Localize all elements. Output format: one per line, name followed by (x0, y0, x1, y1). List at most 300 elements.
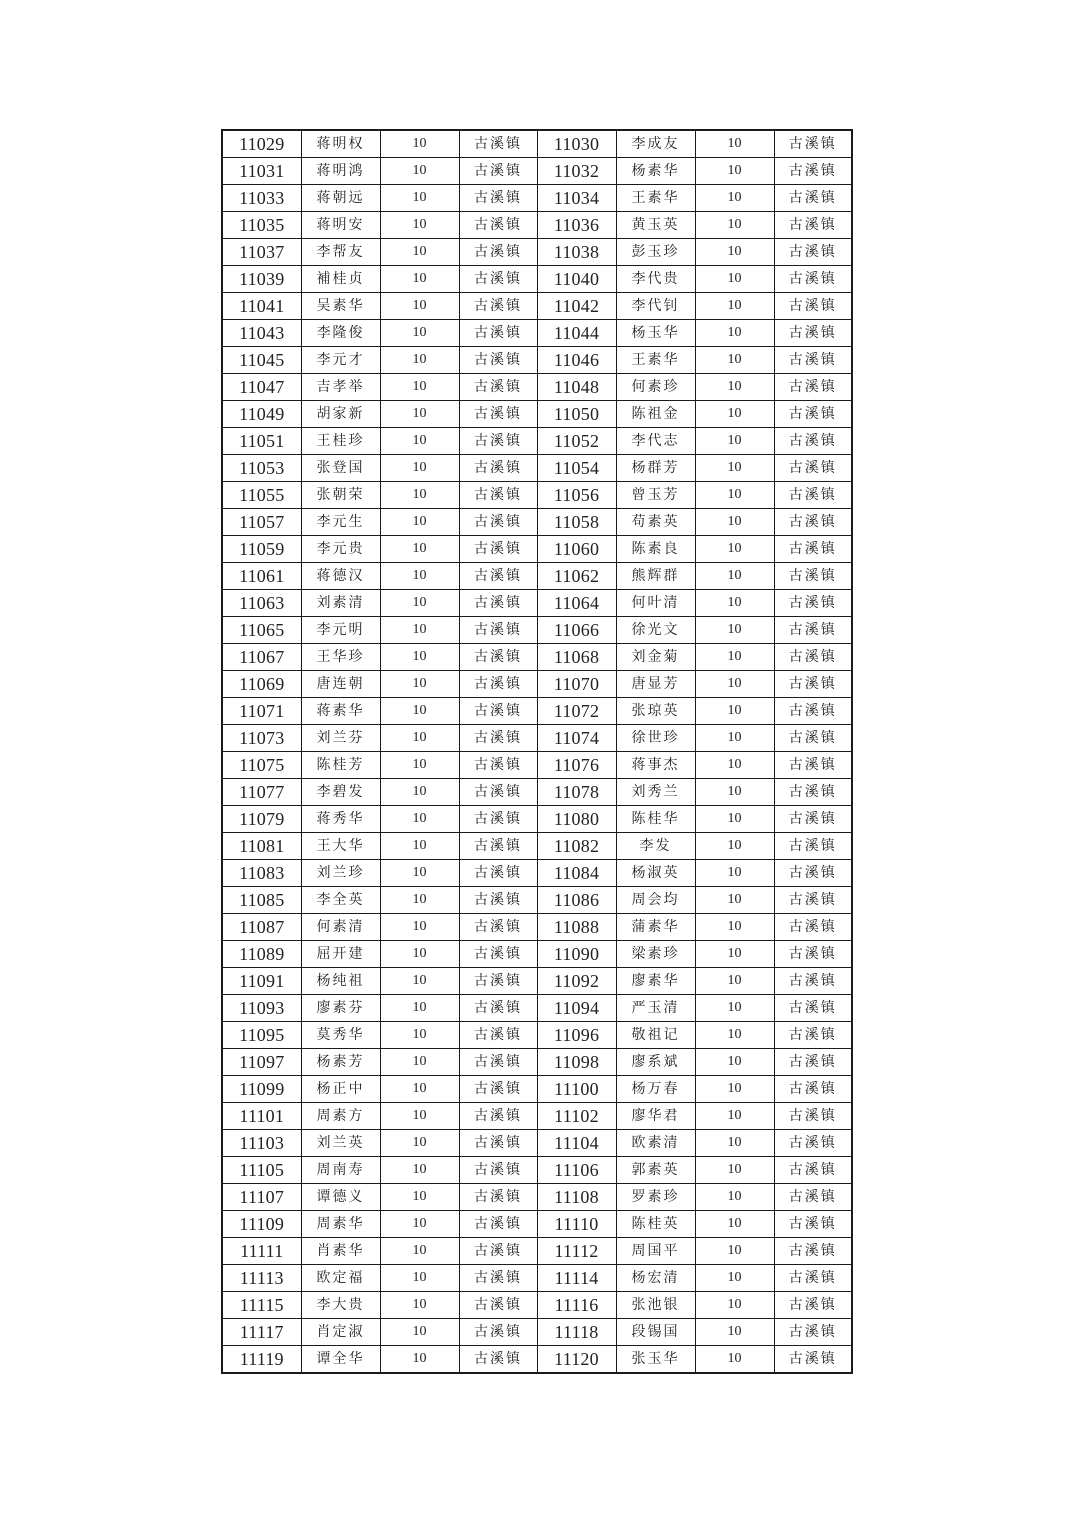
amount-left: 10 (380, 1022, 459, 1049)
town-right: 古溪镇 (774, 401, 852, 428)
person-name-left: 蒋明权 (301, 130, 380, 158)
record-number-left: 11069 (222, 671, 301, 698)
table-row (222, 1103, 852, 1130)
town-right: 古溪镇 (774, 1022, 852, 1049)
record-number-right: 11058 (537, 509, 616, 536)
person-name-right: 杨淑英 (616, 860, 695, 887)
amount-right: 10 (695, 293, 774, 320)
record-number-right: 11066 (537, 617, 616, 644)
amount-right: 10 (695, 644, 774, 671)
record-number-left: 11099 (222, 1076, 301, 1103)
person-name-right: 何叶清 (616, 590, 695, 617)
amount-right: 10 (695, 320, 774, 347)
town-left: 古溪镇 (459, 617, 537, 644)
person-name-right: 周会均 (616, 887, 695, 914)
amount-left: 10 (380, 130, 459, 158)
town-right: 古溪镇 (774, 1211, 852, 1238)
town-right: 古溪镇 (774, 779, 852, 806)
amount-right: 10 (695, 1157, 774, 1184)
amount-left: 10 (380, 212, 459, 239)
person-name-right: 敬祖记 (616, 1022, 695, 1049)
town-right: 古溪镇 (774, 1130, 852, 1157)
record-number-right: 11080 (537, 806, 616, 833)
person-name-left: 刘兰珍 (301, 860, 380, 887)
person-name-right: 严玉清 (616, 995, 695, 1022)
person-name-left: 李帮友 (301, 239, 380, 266)
amount-left: 10 (380, 158, 459, 185)
amount-left: 10 (380, 455, 459, 482)
person-name-left: 杨正中 (301, 1076, 380, 1103)
town-left: 古溪镇 (459, 1022, 537, 1049)
person-name-right: 蒲素华 (616, 914, 695, 941)
person-name-left: 王华珍 (301, 644, 380, 671)
amount-left: 10 (380, 1238, 459, 1265)
record-number-right: 11104 (537, 1130, 616, 1157)
person-name-left: 莫秀华 (301, 1022, 380, 1049)
amount-left: 10 (380, 860, 459, 887)
amount-right: 10 (695, 428, 774, 455)
person-name-left: 肖定淑 (301, 1319, 380, 1346)
record-number-left: 11105 (222, 1157, 301, 1184)
roster-table (221, 129, 853, 1374)
record-number-left: 11117 (222, 1319, 301, 1346)
town-right: 古溪镇 (774, 644, 852, 671)
amount-left: 10 (380, 644, 459, 671)
table-row (222, 563, 852, 590)
town-left: 古溪镇 (459, 428, 537, 455)
person-name-left: 何素清 (301, 914, 380, 941)
record-number-left: 11043 (222, 320, 301, 347)
record-number-right: 11060 (537, 536, 616, 563)
table-row (222, 1346, 852, 1374)
table-row (222, 914, 852, 941)
record-number-left: 11081 (222, 833, 301, 860)
town-left: 古溪镇 (459, 914, 537, 941)
person-name-right: 曾玉芳 (616, 482, 695, 509)
record-number-left: 11103 (222, 1130, 301, 1157)
amount-right: 10 (695, 374, 774, 401)
record-number-right: 11102 (537, 1103, 616, 1130)
table-row (222, 860, 852, 887)
town-right: 古溪镇 (774, 995, 852, 1022)
amount-right: 10 (695, 833, 774, 860)
table-row (222, 185, 852, 212)
person-name-left: 李元贵 (301, 536, 380, 563)
person-name-left: 刘素清 (301, 590, 380, 617)
amount-left: 10 (380, 320, 459, 347)
amount-right: 10 (695, 779, 774, 806)
town-left: 古溪镇 (459, 239, 537, 266)
record-number-left: 11097 (222, 1049, 301, 1076)
town-left: 古溪镇 (459, 860, 537, 887)
town-right: 古溪镇 (774, 1103, 852, 1130)
table-row (222, 536, 852, 563)
record-number-left: 11111 (222, 1238, 301, 1265)
person-name-right: 周国平 (616, 1238, 695, 1265)
town-left: 古溪镇 (459, 1076, 537, 1103)
person-name-left: 胡家新 (301, 401, 380, 428)
amount-right: 10 (695, 1184, 774, 1211)
record-number-right: 11046 (537, 347, 616, 374)
record-number-right: 11062 (537, 563, 616, 590)
amount-right: 10 (695, 1103, 774, 1130)
person-name-left: 蒋明安 (301, 212, 380, 239)
amount-right: 10 (695, 995, 774, 1022)
town-left: 古溪镇 (459, 1238, 537, 1265)
town-left: 古溪镇 (459, 941, 537, 968)
amount-left: 10 (380, 1184, 459, 1211)
amount-left: 10 (380, 185, 459, 212)
town-right: 古溪镇 (774, 968, 852, 995)
town-right: 古溪镇 (774, 130, 852, 158)
town-left: 古溪镇 (459, 455, 537, 482)
person-name-right: 何素珍 (616, 374, 695, 401)
town-right: 古溪镇 (774, 806, 852, 833)
record-number-right: 11086 (537, 887, 616, 914)
person-name-right: 张玉华 (616, 1346, 695, 1374)
person-name-left: 唐连朝 (301, 671, 380, 698)
record-number-right: 11036 (537, 212, 616, 239)
record-number-right: 11090 (537, 941, 616, 968)
amount-left: 10 (380, 374, 459, 401)
amount-right: 10 (695, 914, 774, 941)
record-number-left: 11079 (222, 806, 301, 833)
amount-left: 10 (380, 914, 459, 941)
person-name-left: 蒋素华 (301, 698, 380, 725)
record-number-left: 11035 (222, 212, 301, 239)
town-left: 古溪镇 (459, 185, 537, 212)
table-row (222, 1319, 852, 1346)
table-row (222, 752, 852, 779)
record-number-right: 11056 (537, 482, 616, 509)
person-name-left: 王桂珍 (301, 428, 380, 455)
record-number-right: 11088 (537, 914, 616, 941)
town-left: 古溪镇 (459, 536, 537, 563)
record-number-right: 11118 (537, 1319, 616, 1346)
town-left: 古溪镇 (459, 752, 537, 779)
record-number-right: 11096 (537, 1022, 616, 1049)
table-row (222, 995, 852, 1022)
town-right: 古溪镇 (774, 563, 852, 590)
table-row (222, 617, 852, 644)
amount-left: 10 (380, 1319, 459, 1346)
town-left: 古溪镇 (459, 158, 537, 185)
table-row (222, 806, 852, 833)
town-right: 古溪镇 (774, 1184, 852, 1211)
amount-left: 10 (380, 428, 459, 455)
town-right: 古溪镇 (774, 671, 852, 698)
person-name-right: 杨万春 (616, 1076, 695, 1103)
person-name-right: 李代贵 (616, 266, 695, 293)
town-right: 古溪镇 (774, 887, 852, 914)
person-name-left: 谭德义 (301, 1184, 380, 1211)
person-name-left: 周素华 (301, 1211, 380, 1238)
amount-right: 10 (695, 1319, 774, 1346)
amount-left: 10 (380, 1103, 459, 1130)
amount-right: 10 (695, 887, 774, 914)
amount-left: 10 (380, 590, 459, 617)
town-left: 古溪镇 (459, 1346, 537, 1374)
table-row (222, 698, 852, 725)
person-name-left: 张朝荣 (301, 482, 380, 509)
table-row (222, 887, 852, 914)
record-number-right: 11120 (537, 1346, 616, 1374)
table-row (222, 671, 852, 698)
amount-left: 10 (380, 293, 459, 320)
record-number-left: 11093 (222, 995, 301, 1022)
amount-left: 10 (380, 995, 459, 1022)
record-number-left: 11113 (222, 1265, 301, 1292)
amount-right: 10 (695, 698, 774, 725)
person-name-right: 李发 (616, 833, 695, 860)
town-left: 古溪镇 (459, 590, 537, 617)
person-name-right: 刘金菊 (616, 644, 695, 671)
amount-right: 10 (695, 1238, 774, 1265)
amount-right: 10 (695, 752, 774, 779)
person-name-right: 李代志 (616, 428, 695, 455)
town-left: 古溪镇 (459, 725, 537, 752)
person-name-right: 杨群芳 (616, 455, 695, 482)
amount-left: 10 (380, 266, 459, 293)
amount-left: 10 (380, 1130, 459, 1157)
record-number-right: 11064 (537, 590, 616, 617)
town-right: 古溪镇 (774, 725, 852, 752)
amount-left: 10 (380, 536, 459, 563)
amount-left: 10 (380, 752, 459, 779)
table-row (222, 130, 852, 158)
record-number-right: 11092 (537, 968, 616, 995)
person-name-right: 陈祖金 (616, 401, 695, 428)
record-number-right: 11052 (537, 428, 616, 455)
table-row (222, 1130, 852, 1157)
person-name-right: 黄玉英 (616, 212, 695, 239)
person-name-left: 蒋德汉 (301, 563, 380, 590)
amount-left: 10 (380, 239, 459, 266)
amount-right: 10 (695, 941, 774, 968)
person-name-left: 杨纯祖 (301, 968, 380, 995)
person-name-left: 屈开建 (301, 941, 380, 968)
person-name-left: 吉孝举 (301, 374, 380, 401)
record-number-right: 11072 (537, 698, 616, 725)
person-name-right: 杨素华 (616, 158, 695, 185)
town-left: 古溪镇 (459, 509, 537, 536)
record-number-left: 11107 (222, 1184, 301, 1211)
record-number-left: 11039 (222, 266, 301, 293)
town-right: 古溪镇 (774, 698, 852, 725)
person-name-left: 张登国 (301, 455, 380, 482)
record-number-left: 11091 (222, 968, 301, 995)
person-name-left: 杨素芳 (301, 1049, 380, 1076)
amount-right: 10 (695, 347, 774, 374)
table-row (222, 1157, 852, 1184)
record-number-right: 11084 (537, 860, 616, 887)
record-number-left: 11119 (222, 1346, 301, 1374)
person-name-right: 廖华君 (616, 1103, 695, 1130)
person-name-left: 刘兰芬 (301, 725, 380, 752)
person-name-right: 蒋事杰 (616, 752, 695, 779)
town-left: 古溪镇 (459, 320, 537, 347)
record-number-left: 11075 (222, 752, 301, 779)
record-number-left: 11037 (222, 239, 301, 266)
amount-right: 10 (695, 482, 774, 509)
record-number-left: 11055 (222, 482, 301, 509)
person-name-right: 刘秀兰 (616, 779, 695, 806)
record-number-left: 11031 (222, 158, 301, 185)
amount-left: 10 (380, 887, 459, 914)
record-number-left: 11073 (222, 725, 301, 752)
person-name-right: 陈桂英 (616, 1211, 695, 1238)
person-name-left: 李元才 (301, 347, 380, 374)
town-right: 古溪镇 (774, 374, 852, 401)
person-name-right: 张池银 (616, 1292, 695, 1319)
amount-right: 10 (695, 1049, 774, 1076)
table-row (222, 1265, 852, 1292)
amount-right: 10 (695, 1022, 774, 1049)
amount-left: 10 (380, 401, 459, 428)
town-left: 古溪镇 (459, 698, 537, 725)
table-row (222, 320, 852, 347)
town-right: 古溪镇 (774, 752, 852, 779)
town-right: 古溪镇 (774, 455, 852, 482)
record-number-right: 11038 (537, 239, 616, 266)
person-name-left: 李元明 (301, 617, 380, 644)
table-row (222, 158, 852, 185)
amount-right: 10 (695, 725, 774, 752)
table-row (222, 725, 852, 752)
person-name-left: 周素方 (301, 1103, 380, 1130)
table-row (222, 968, 852, 995)
amount-right: 10 (695, 509, 774, 536)
amount-right: 10 (695, 185, 774, 212)
town-left: 古溪镇 (459, 968, 537, 995)
amount-left: 10 (380, 482, 459, 509)
town-right: 古溪镇 (774, 941, 852, 968)
person-name-left: 周南寿 (301, 1157, 380, 1184)
person-name-left: 補桂贞 (301, 266, 380, 293)
table-row (222, 482, 852, 509)
town-right: 古溪镇 (774, 914, 852, 941)
amount-right: 10 (695, 1130, 774, 1157)
record-number-right: 11106 (537, 1157, 616, 1184)
record-number-right: 11068 (537, 644, 616, 671)
record-number-right: 11034 (537, 185, 616, 212)
person-name-left: 谭全华 (301, 1346, 380, 1374)
amount-left: 10 (380, 1049, 459, 1076)
person-name-left: 刘兰英 (301, 1130, 380, 1157)
person-name-right: 罗素珍 (616, 1184, 695, 1211)
table-row (222, 428, 852, 455)
town-left: 古溪镇 (459, 374, 537, 401)
amount-right: 10 (695, 563, 774, 590)
amount-right: 10 (695, 1265, 774, 1292)
person-name-right: 段锡国 (616, 1319, 695, 1346)
amount-right: 10 (695, 806, 774, 833)
person-name-right: 欧素清 (616, 1130, 695, 1157)
record-number-left: 11061 (222, 563, 301, 590)
table-row (222, 509, 852, 536)
amount-left: 10 (380, 1292, 459, 1319)
person-name-left: 蒋秀华 (301, 806, 380, 833)
person-name-right: 李代钊 (616, 293, 695, 320)
person-name-right: 梁素珍 (616, 941, 695, 968)
town-left: 古溪镇 (459, 266, 537, 293)
person-name-left: 王大华 (301, 833, 380, 860)
record-number-left: 11101 (222, 1103, 301, 1130)
person-name-right: 徐世珍 (616, 725, 695, 752)
person-name-right: 陈桂华 (616, 806, 695, 833)
town-right: 古溪镇 (774, 482, 852, 509)
record-number-left: 11063 (222, 590, 301, 617)
table-row (222, 266, 852, 293)
town-right: 古溪镇 (774, 833, 852, 860)
table-row (222, 1292, 852, 1319)
amount-right: 10 (695, 1292, 774, 1319)
record-number-right: 11098 (537, 1049, 616, 1076)
roster-body (222, 130, 852, 1373)
person-name-right: 杨玉华 (616, 320, 695, 347)
person-name-right: 郭素英 (616, 1157, 695, 1184)
record-number-left: 11053 (222, 455, 301, 482)
person-name-right: 张琼英 (616, 698, 695, 725)
person-name-right: 王素华 (616, 347, 695, 374)
record-number-right: 11116 (537, 1292, 616, 1319)
record-number-left: 11095 (222, 1022, 301, 1049)
record-number-left: 11059 (222, 536, 301, 563)
town-left: 古溪镇 (459, 779, 537, 806)
town-right: 古溪镇 (774, 185, 852, 212)
amount-left: 10 (380, 1346, 459, 1374)
person-name-left: 蒋明鸿 (301, 158, 380, 185)
record-number-right: 11042 (537, 293, 616, 320)
town-right: 古溪镇 (774, 428, 852, 455)
record-number-left: 11045 (222, 347, 301, 374)
person-name-left: 李大贵 (301, 1292, 380, 1319)
amount-right: 10 (695, 536, 774, 563)
town-left: 古溪镇 (459, 1211, 537, 1238)
town-left: 古溪镇 (459, 482, 537, 509)
amount-right: 10 (695, 455, 774, 482)
person-name-right: 徐光文 (616, 617, 695, 644)
amount-right: 10 (695, 212, 774, 239)
town-right: 古溪镇 (774, 860, 852, 887)
town-left: 古溪镇 (459, 401, 537, 428)
amount-right: 10 (695, 1076, 774, 1103)
person-name-right: 熊辉群 (616, 563, 695, 590)
town-left: 古溪镇 (459, 1319, 537, 1346)
person-name-right: 杨宏清 (616, 1265, 695, 1292)
person-name-right: 廖系斌 (616, 1049, 695, 1076)
town-left: 古溪镇 (459, 1265, 537, 1292)
town-right: 古溪镇 (774, 1157, 852, 1184)
town-left: 古溪镇 (459, 1292, 537, 1319)
town-right: 古溪镇 (774, 293, 852, 320)
record-number-right: 11048 (537, 374, 616, 401)
amount-right: 10 (695, 968, 774, 995)
table-row (222, 1049, 852, 1076)
record-number-right: 11100 (537, 1076, 616, 1103)
person-name-right: 陈素良 (616, 536, 695, 563)
amount-left: 10 (380, 779, 459, 806)
record-number-left: 11077 (222, 779, 301, 806)
town-left: 古溪镇 (459, 995, 537, 1022)
amount-right: 10 (695, 239, 774, 266)
amount-left: 10 (380, 563, 459, 590)
table-row (222, 833, 852, 860)
town-right: 古溪镇 (774, 347, 852, 374)
amount-right: 10 (695, 860, 774, 887)
amount-right: 10 (695, 401, 774, 428)
town-right: 古溪镇 (774, 1319, 852, 1346)
